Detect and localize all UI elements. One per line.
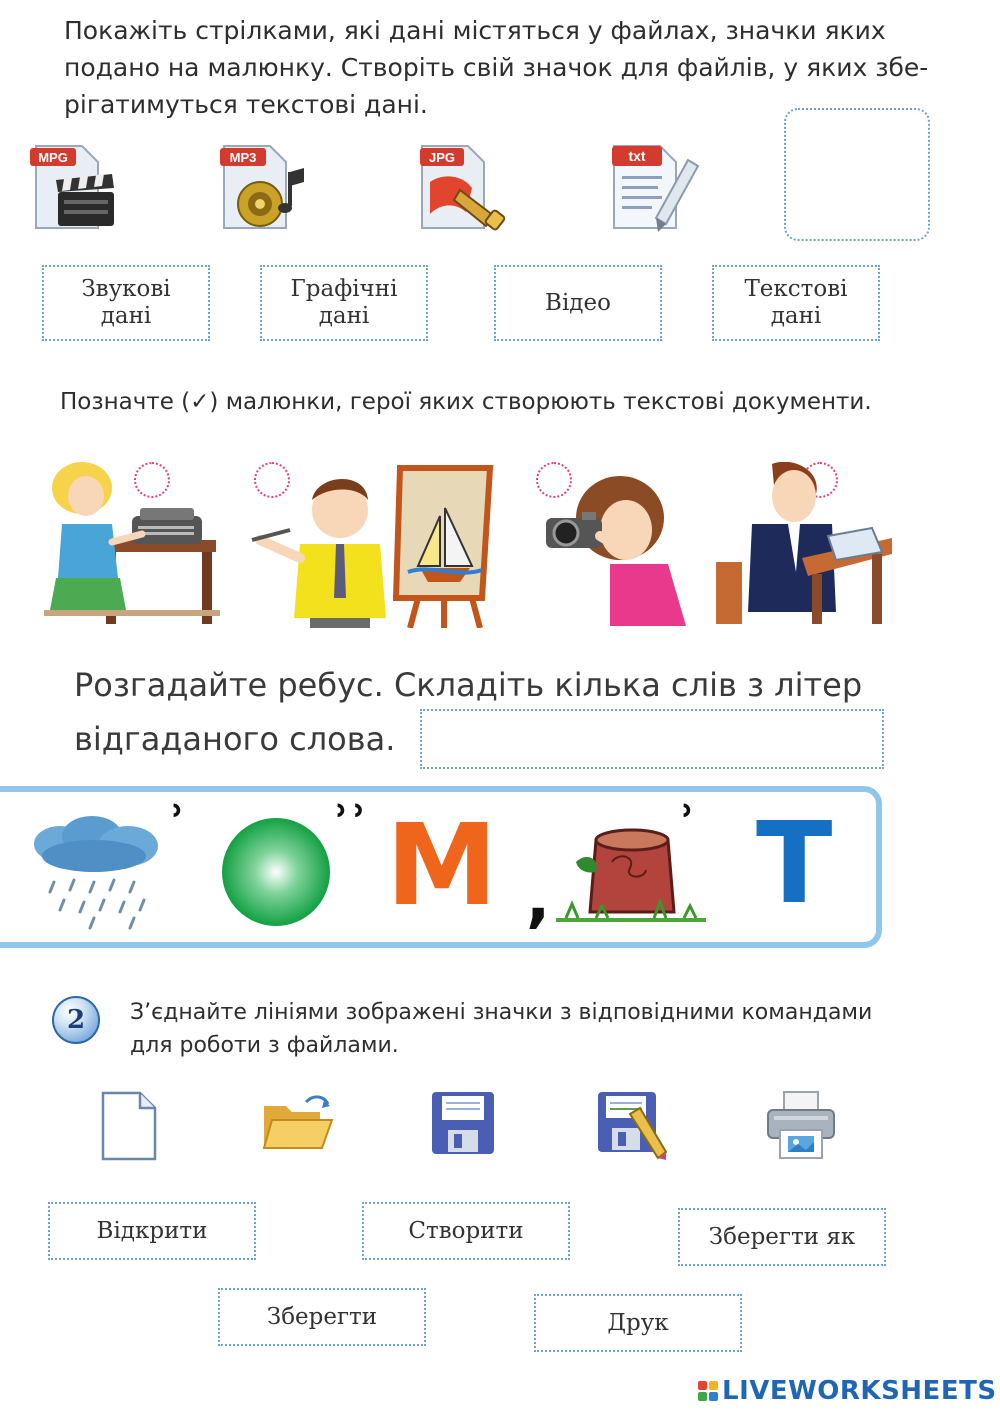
- liveworksheets-logo-icon: [698, 1381, 718, 1401]
- task3-instruction: Розгадайте ребус. Складіть кілька слів з літер відгаданого слова.: [74, 666, 863, 758]
- answer-label-text: Текстові дані: [744, 276, 848, 329]
- rebus-comma-3: ʾ: [678, 796, 696, 852]
- rebus-letter-t: Т: [756, 799, 833, 929]
- painter-boy-illustration: [250, 448, 506, 628]
- mp3-tag: MP3: [229, 150, 257, 165]
- liveworksheets-logo[interactable]: [698, 1376, 997, 1406]
- typist-girl-illustration: [42, 460, 220, 628]
- liveworksheets-wordmark: LIVEWORKSHEETS: [722, 1376, 997, 1406]
- writer-man-illustration: [712, 462, 896, 628]
- task2-instruction: Позначте (✓) малюнки, герої яких створюють текстові документи.: [60, 389, 872, 415]
- mp3-file-icon: [216, 142, 312, 234]
- command-print[interactable]: [534, 1294, 742, 1352]
- rebus-comma-low: ,: [526, 862, 551, 936]
- mpg-file-icon: [28, 142, 120, 234]
- task1-instruction: Покажіть стрілками, які дані містяться у файлах, значки яких подано на малюнку. Створіть свій значок для файлів, у яких збе- рігатимуться текстові дані.: [64, 16, 929, 119]
- task4-instruction: З’єднайте лініями зображені значки з відповідними командами для роботи з файлами.: [130, 1000, 873, 1058]
- custom-icon-drawing-box[interactable]: [784, 108, 930, 241]
- txt-tag: txt: [628, 148, 646, 164]
- green-ball-icon: [220, 816, 332, 928]
- open-folder-icon: [262, 1092, 334, 1152]
- command-create[interactable]: [362, 1202, 570, 1260]
- jpg-file-icon: [414, 142, 510, 234]
- task-number-badge: 2: [52, 996, 100, 1044]
- rain-cloud-icon: [30, 812, 162, 932]
- answer-box-text[interactable]: [712, 265, 880, 341]
- answer-label-sound: Звукові дані: [81, 276, 171, 329]
- printer-icon: [766, 1090, 836, 1160]
- save-floppy-icon: [430, 1090, 496, 1156]
- rebus-comma-2: ʾʾ: [332, 796, 368, 852]
- command-create-label: Створити: [408, 1217, 524, 1244]
- command-save-as-label: Зберегти як: [708, 1223, 856, 1250]
- answer-box-graphics[interactable]: [260, 265, 428, 341]
- command-save-label: Зберегти: [266, 1303, 378, 1330]
- new-document-icon: [100, 1090, 158, 1162]
- rebus-comma-1: ʾ: [168, 796, 186, 852]
- answer-box-sound[interactable]: [42, 265, 210, 341]
- rebus-letter-m: М: [386, 801, 498, 931]
- rebus-answer-input[interactable]: [420, 709, 884, 769]
- answer-box-video[interactable]: [494, 265, 662, 341]
- mpg-tag: MPG: [38, 150, 68, 165]
- command-print-label: Друк: [607, 1309, 669, 1336]
- command-save-as[interactable]: [678, 1208, 886, 1266]
- txt-file-icon: [604, 140, 700, 234]
- command-open-label: Відкрити: [96, 1217, 208, 1244]
- photographer-girl-illustration: [540, 468, 688, 626]
- command-open[interactable]: [48, 1202, 256, 1260]
- jpg-tag: JPG: [428, 150, 456, 165]
- answer-label-graphics: Графічні дані: [290, 276, 398, 329]
- command-save[interactable]: [218, 1288, 426, 1346]
- answer-label-video: Відео: [545, 289, 611, 316]
- save-as-floppy-pencil-icon: [596, 1090, 668, 1160]
